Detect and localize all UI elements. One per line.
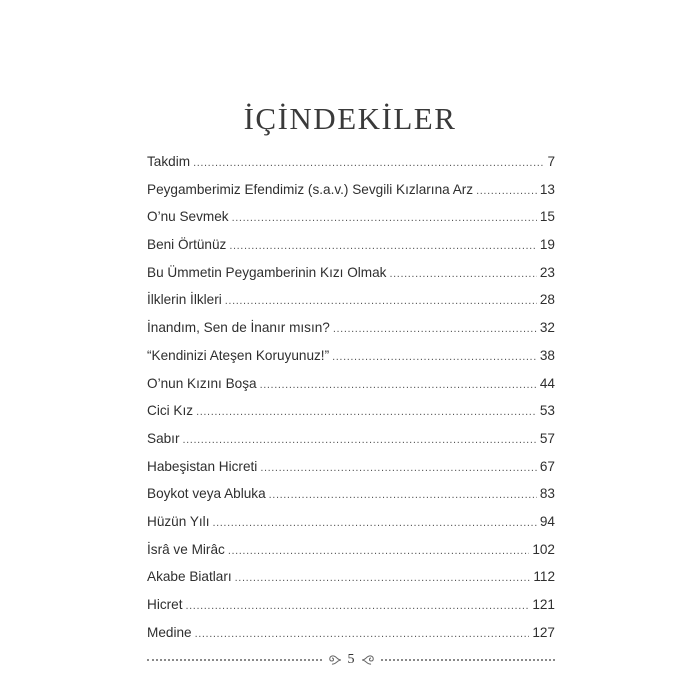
toc-entry-leader <box>193 157 544 169</box>
toc-entry-leader <box>225 295 537 307</box>
toc-entry-leader <box>260 462 537 474</box>
toc-entry-leader <box>212 517 536 529</box>
toc-entry <box>147 182 555 210</box>
toc-entry-page: 53 <box>539 403 555 419</box>
toc-entry <box>147 459 555 487</box>
toc-entry-title: Bu Ümmetin Peygamberinin Kızı Olmak <box>147 264 387 280</box>
page-footer <box>147 651 555 669</box>
toc-entry-page: 67 <box>539 458 555 474</box>
toc-entry-page: 121 <box>532 597 555 612</box>
toc-entry-page: 13 <box>539 181 555 197</box>
left-flourish-icon <box>326 653 342 667</box>
toc-entry-title: Takdim <box>147 154 191 169</box>
toc-entry <box>147 237 555 265</box>
toc-entry-page: 94 <box>539 513 555 529</box>
toc-entry-leader <box>333 323 537 335</box>
toc-entry <box>147 209 555 237</box>
toc-entry-title: Habeşistan Hicreti <box>147 458 258 474</box>
toc-entry-leader <box>332 351 537 363</box>
toc-entry-page: 15 <box>539 209 555 225</box>
toc-entry-title: Akabe Biatları <box>147 569 232 585</box>
toc-entry <box>147 514 555 542</box>
toc-entry-leader <box>228 545 530 557</box>
toc-entry-page: 23 <box>539 264 555 280</box>
toc-entry-page: 127 <box>532 624 555 640</box>
toc-entry-title: Hicret <box>147 597 183 612</box>
toc-entry-page: 19 <box>539 237 555 253</box>
toc-entry-leader <box>229 240 537 252</box>
toc-entry <box>147 292 555 320</box>
toc-entry-title: O’nu Sevmek <box>147 209 229 225</box>
toc-entry <box>147 486 555 514</box>
toc-entry-title: İsrâ ve Mirâc <box>147 541 225 557</box>
toc-entry-page: 57 <box>539 430 555 446</box>
toc-entry-title: Sabır <box>147 430 180 446</box>
toc-entry-leader <box>232 212 537 224</box>
toc-entry <box>147 625 555 653</box>
toc-entry-title: Medine <box>147 624 192 640</box>
toc-entry-leader <box>260 379 537 391</box>
toc-entry <box>147 569 555 597</box>
footer-dotted-line-left <box>147 659 322 661</box>
toc-entry-page: 44 <box>539 375 555 391</box>
page-number-ornament <box>326 652 377 668</box>
toc-entry-leader <box>389 268 536 280</box>
toc-entry-title: Cici Kız <box>147 403 194 419</box>
toc-entry-leader <box>476 185 537 197</box>
toc-entry-title: Hüzün Yılı <box>147 513 210 529</box>
toc-entry-page: 112 <box>533 569 555 585</box>
toc-entry-page: 83 <box>539 486 555 502</box>
right-flourish-icon <box>361 653 377 667</box>
toc-entry-title: O’nun Kızını Boşa <box>147 375 257 391</box>
toc-entry-leader <box>186 600 530 612</box>
toc-entry <box>147 348 555 376</box>
toc-entry-page: 38 <box>539 347 555 363</box>
toc-entry <box>147 154 555 182</box>
toc-entry-page: 102 <box>532 541 555 557</box>
toc-entry <box>147 542 555 570</box>
toc-entry-page: 7 <box>547 154 555 169</box>
toc-entry-title: Boykot veya Abluka <box>147 486 266 502</box>
toc-entry <box>147 320 555 348</box>
toc-entry <box>147 403 555 431</box>
toc-entry <box>147 376 555 404</box>
toc-entry-title: “Kendinizi Ateşen Koruyunuz!” <box>147 347 330 363</box>
toc-entry <box>147 597 555 625</box>
toc-entry-leader <box>195 628 530 640</box>
toc-entry-leader <box>183 434 537 446</box>
toc-entry-title: İnandım, Sen de İnanır mısın? <box>147 320 330 336</box>
toc-entry-title: Beni Örtünüz <box>147 237 227 253</box>
toc-entry-page: 32 <box>539 320 555 336</box>
footer-dotted-line-right <box>381 659 556 661</box>
toc-entry <box>147 265 555 293</box>
toc-entry-leader <box>235 572 531 584</box>
toc-entry-title: Peygamberimiz Efendimiz (s.a.v.) Sevgili Kızlarına Arz <box>147 181 474 197</box>
toc-entry <box>147 431 555 459</box>
toc-entry-page: 28 <box>539 292 555 308</box>
table-of-contents <box>147 154 555 652</box>
page-title: İÇİNDEKİLER <box>243 100 457 136</box>
toc-entry-leader <box>196 406 537 418</box>
toc-entry-title: İlklerin İlkleri <box>147 292 222 308</box>
toc-entry-leader <box>269 489 537 501</box>
page-number: 5 <box>347 652 355 667</box>
